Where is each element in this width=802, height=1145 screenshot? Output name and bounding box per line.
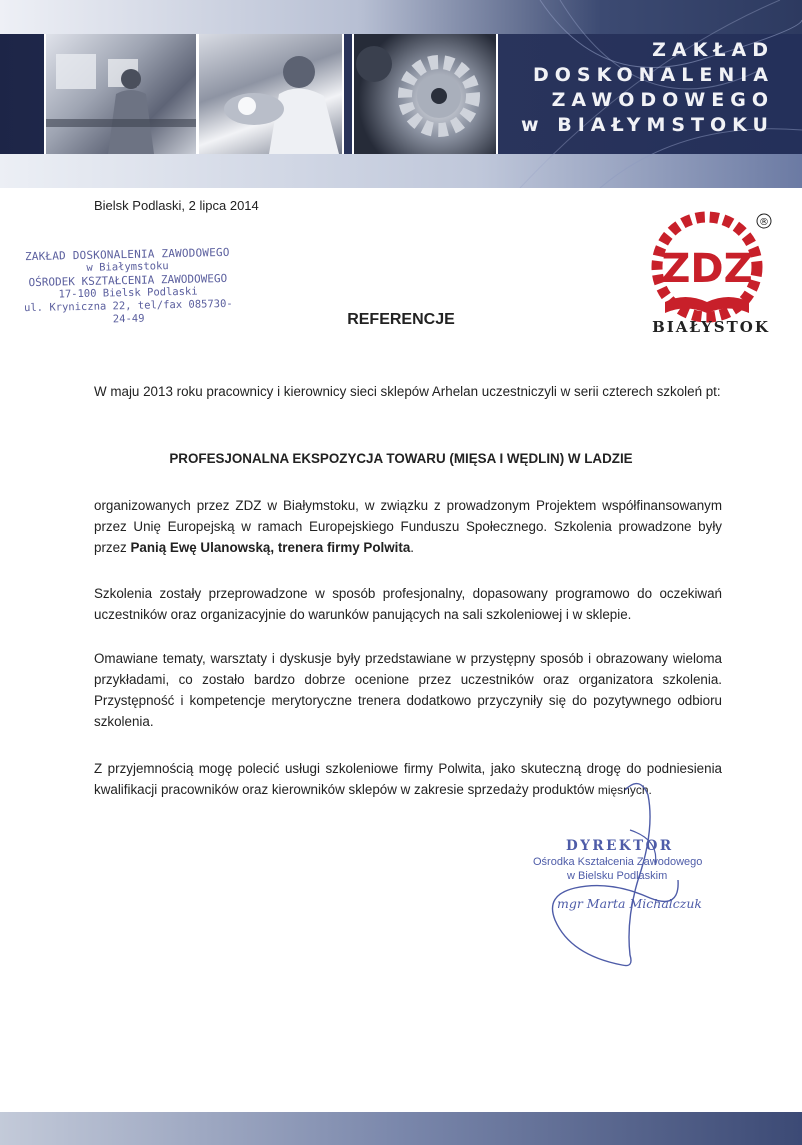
trainer-name: Panią Ewę Ulanowską, trenera firmy Polwita bbox=[130, 540, 411, 555]
stamp-line-4: 17-100 Bielsk Podlaski bbox=[58, 285, 198, 301]
topics-paragraph: Omawiane tematy, warsztaty i dyskusje były przedstawiane w przystępny sposób i obrazowany wieloma przykładami, co zostało bardzo dobrze ocenione przez uczestników oraz organizatora szkolenia. Przystępność i kompetencje merytoryczne trenera dodatkowo przyczyniły się do pozytywnego odbioru szkolenia. bbox=[94, 651, 722, 729]
stamp-line-3: OŚRODEK KSZTAŁCENIA ZAWODOWEGO bbox=[28, 271, 228, 290]
training-title: PROFESJONALNA EKSPOZYCJA TOWARU (MIĘSA I WĘDLIN) W LADZIE bbox=[169, 451, 633, 466]
stamp-line-1: ZAKŁAD DOSKONALENIA ZAWODOWEGO bbox=[24, 245, 230, 264]
logo-caption: BIAŁYSTOK bbox=[652, 318, 770, 336]
institution-name-line-3: ZAWODOWEGO bbox=[551, 89, 774, 111]
logo-mark-text: ZDZ bbox=[661, 246, 753, 292]
signature-institution: Ośrodka Kształcenia Zawodowego bbox=[533, 856, 703, 868]
stamp-line-2: w Białymstoku bbox=[86, 260, 169, 274]
letter-heading: REFERENCJE bbox=[347, 311, 455, 328]
institution-name-line-4: w BIAŁYMSTOKU bbox=[521, 114, 774, 136]
intro-paragraph: W maju 2013 roku pracownicy i kierownicy sieci sklepów Arhelan uczestniczyli w serii czterech szkoleń pt: bbox=[94, 384, 721, 399]
stamp-line-5: ul. Kryniczna 22, tel/fax 085730-24-49 bbox=[23, 297, 233, 326]
organization-end: . bbox=[410, 540, 415, 555]
organization-paragraph bbox=[94, 495, 722, 558]
evaluation-paragraph: Szkolenia zostały przeprowadzone w sposób profesjonalny, dopasowany programowo do oczekiwań uczestników oraz organizacyjnie do warunków panujących na sali szkoleniowej i w sklepie. bbox=[94, 586, 722, 622]
recommendation-text: Z przyjemnością mogę polecić usługi szkoleniowe firmy Polwita, jako skuteczną drogę do podniesienia kwalifikacji pracowników oraz kierowników sklepów w zakresie sprzedaży produktów bbox=[94, 761, 722, 797]
signatory-name: mgr Marta Michalczuk bbox=[557, 896, 702, 911]
organization-text: organizowanych przez ZDZ w Białymstoku, w związku z prowadzonym Projektem współfinansowanym przez Unię Europejską w ramach Europejskiego Funduszu Społecznego. Szkolenia prowadzone były przez bbox=[94, 498, 722, 555]
institution-name-line-2: DOSKONALENIA bbox=[533, 64, 774, 86]
registered-mark: ® bbox=[759, 217, 769, 228]
letterhead bbox=[0, 0, 802, 188]
recommendation-end: mięsnych. bbox=[597, 783, 652, 797]
signature-title: DYREKTOR bbox=[566, 838, 674, 854]
institution-name-line-1: ZAKŁAD bbox=[652, 39, 774, 61]
institution-name bbox=[521, 38, 774, 138]
letterhead-footer-band bbox=[0, 1112, 802, 1145]
signature-location: w Bielsku Podlaskim bbox=[567, 870, 668, 882]
letter-date: Bielsk Podlaski, 2 lipca 2014 bbox=[94, 198, 259, 213]
